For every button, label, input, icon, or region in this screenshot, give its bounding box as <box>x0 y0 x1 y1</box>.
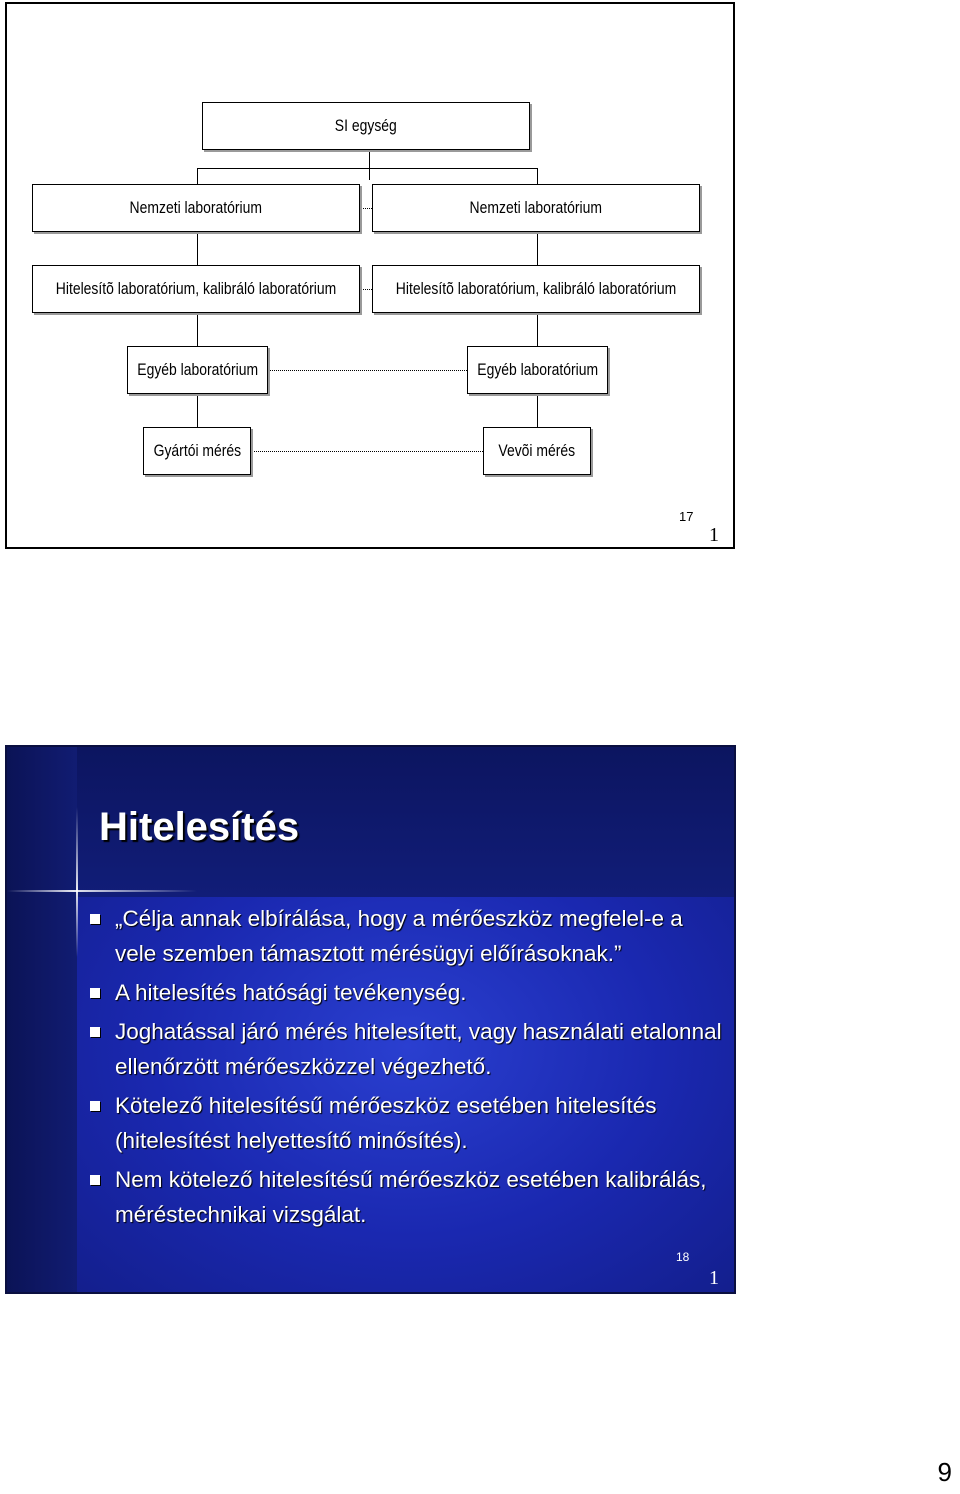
right-other-lab-box: Egyéb laboratórium <box>467 346 608 394</box>
bullet-item: Joghatással járó mérés hitelesített, vagy használati etalonnal ellenőrzött mérőeszközzel végezhető. <box>85 1014 725 1084</box>
bullet-item: „Célja annak elbírálása, hogy a mérőeszköz megfelel-e a vele szemben támasztott mérésügyi előírásoknak.” <box>85 901 725 971</box>
slide-number: 17 <box>679 509 694 524</box>
dotted-link-measurement <box>250 451 483 452</box>
dotted-link-calibration <box>360 289 372 290</box>
page-number: 9 <box>937 1457 952 1487</box>
bullet-item: A hitelesítés hatósági tevékenység. <box>85 975 725 1010</box>
connector-right-1 <box>537 231 538 265</box>
square-bullet-icon <box>90 988 100 998</box>
square-bullet-icon <box>90 1027 100 1037</box>
left-calibration-lab-box: Hitelesítõ laboratórium, kalibráló laboratórium <box>32 265 360 313</box>
connector-root-down <box>369 150 370 180</box>
square-bullet-icon <box>90 1175 100 1185</box>
right-calibration-lab-box: Hitelesítõ laboratórium, kalibráló laboratórium <box>372 265 700 313</box>
buyer-measurement-box: Vevõi mérés <box>483 427 591 475</box>
light-flare-horizontal <box>7 890 197 892</box>
connector-left-3 <box>197 393 198 427</box>
connector-right-top <box>537 168 538 184</box>
si-unit-box: SI egység <box>202 102 530 150</box>
slide-title: Hitelesítés <box>99 805 300 849</box>
connector-left-top <box>197 168 198 184</box>
dotted-link-other-lab <box>267 370 467 371</box>
bullet-item: Nem kötelező hitelesítésű mérőeszköz esetében kalibrálás, méréstechnikai vizsgálat. <box>85 1162 725 1232</box>
connector-left-2 <box>197 312 198 346</box>
footer-mark: 1 <box>709 524 719 546</box>
square-bullet-icon <box>90 1101 100 1111</box>
bullet-list <box>85 901 725 1236</box>
left-band <box>7 747 77 1292</box>
dotted-link-national <box>360 208 372 209</box>
bullet-item: Kötelező hitelesítésű mérőeszköz esetében hitelesítés (hitelesítést helyettesítő minősítés). <box>85 1088 725 1158</box>
left-national-lab-box: Nemzeti laboratórium <box>32 184 360 232</box>
connector-right-3 <box>537 393 538 427</box>
left-other-lab-box: Egyéb laboratórium <box>127 346 268 394</box>
slide-17-diagram <box>5 2 735 549</box>
slide-number: 18 <box>676 1250 690 1264</box>
connector-left-1 <box>197 231 198 265</box>
right-national-lab-box: Nemzeti laboratórium <box>372 184 700 232</box>
manufacturer-measurement-box: Gyártói mérés <box>143 427 251 475</box>
slide-18-text <box>5 745 736 1294</box>
connector-right-2 <box>537 312 538 346</box>
square-bullet-icon <box>90 914 100 924</box>
light-flare-vertical <box>76 807 78 957</box>
connector-root-branch <box>197 168 537 169</box>
footer-mark: 1 <box>709 1267 719 1289</box>
